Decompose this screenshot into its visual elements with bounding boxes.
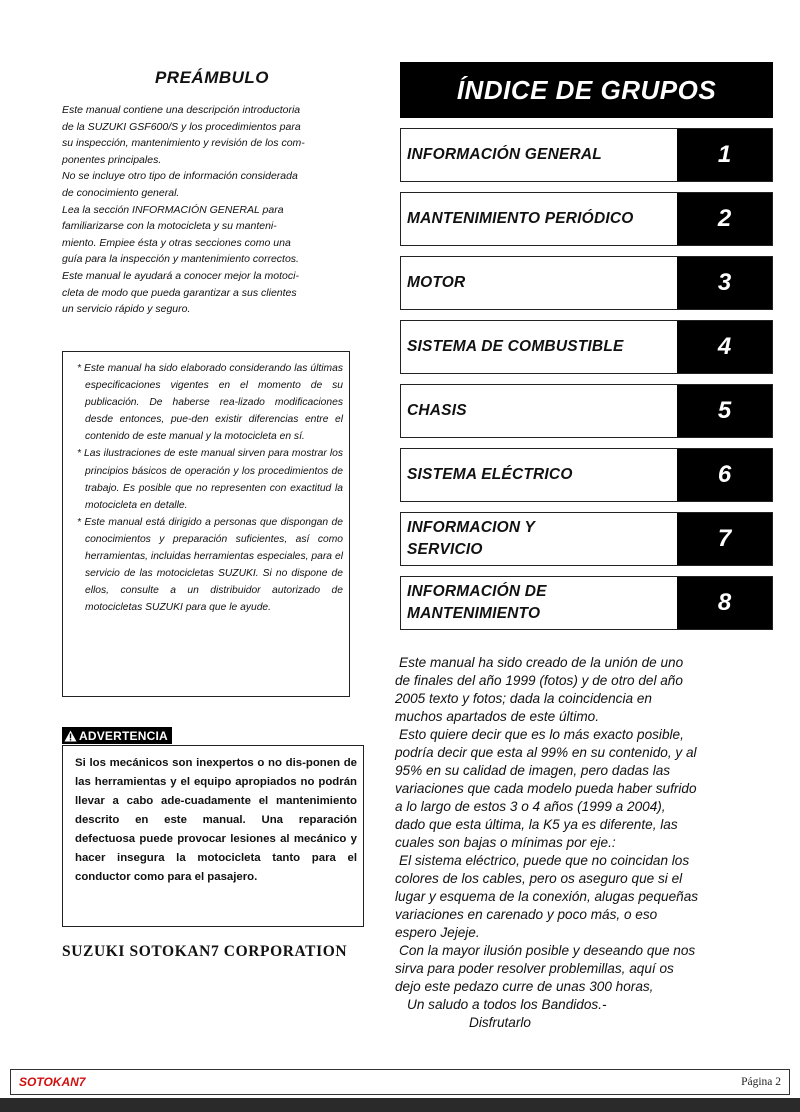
- group-item-5[interactable]: [400, 384, 773, 438]
- author-note-line: Esto quiere decir que es lo más exacto posible,: [399, 727, 684, 742]
- index-title: ÍNDICE DE GRUPOS: [400, 62, 773, 118]
- preamble-title: PREÁMBULO: [154, 68, 270, 87]
- author-note-line: sirva para poder resolver problemillas, aquí os: [395, 961, 674, 976]
- group-number: 3: [677, 257, 772, 309]
- group-label: MANTENIMIENTO PERIÓDICO: [407, 210, 634, 227]
- group-item-6[interactable]: [400, 448, 773, 502]
- bottom-bar: [0, 1098, 800, 1112]
- author-note-line: a lo largo de estos 3 o 4 años (1999 a 2004),: [395, 799, 666, 814]
- group-label: SISTEMA DE COMBUSTIBLE: [407, 338, 624, 355]
- author-note-line: lugar y esquema de la conexión, alugas pequeñas: [395, 889, 699, 904]
- group-number: 5: [677, 385, 772, 437]
- footer-brand: SOTOKAN7: [19, 1075, 86, 1089]
- group-item-8[interactable]: [400, 576, 773, 630]
- preamble-line: cleta de modo que pueda garantizar a sus clientes: [62, 286, 297, 299]
- warning-triangle-icon: [64, 730, 77, 742]
- group-label: INFORMACIÓN GENERAL: [407, 146, 602, 163]
- group-label: MOTOR: [407, 274, 466, 291]
- group-item-4[interactable]: [400, 320, 773, 374]
- author-note-line: variaciones que cada modelo pueda haber sufrido: [395, 781, 697, 796]
- preamble-line: miento. Empiee ésta y otras secciones como una: [62, 236, 291, 249]
- author-note-line: 95% en su calidad de imagen, pero dadas las: [395, 763, 671, 778]
- author-note-line: Con la mayor ilusión posible y deseando que nos: [399, 943, 696, 958]
- group-label: CHASIS: [407, 402, 467, 419]
- group-number: 6: [677, 449, 772, 501]
- warning-text: Si los mecánicos son inexpertos o no dis-ponen de las herramientas y el equipo apropiados no podrán llevar a cabo ade-cuadamente el mantenimiento descrito en este manual. Una reparación defectuosa puede provocar lesiones al mecánico y hacer insegura la motocicleta tanto para el conductor como para el pasajero.: [75, 757, 357, 883]
- note-item: * Este manual está dirigido a personas que dispongan de conocimientos y preparación suficientes, así como herramientas, incluidas herramientas especiales, para el servicio de las motocicletas SUZUKI. Si no dispone de ellos, consulte a un distribuidor autorizado de motocicletas SUZUKI para que le ayude.: [77, 516, 343, 614]
- author-note-line: cuales son bajas o mínimas por eje.:: [395, 835, 616, 850]
- group-number: 1: [677, 129, 772, 181]
- group-number: 4: [677, 321, 772, 373]
- author-note-line: muchos apartados de este último.: [395, 709, 600, 724]
- preamble-line: Este manual contiene una descripción introductoria: [62, 104, 301, 116]
- warning-label-text: ADVERTENCIA: [79, 728, 168, 743]
- author-note-line: dejo este pedazo curre de unas 300 horas,: [395, 979, 654, 994]
- author-note-line: colores de los cables, pero os aseguro que si el: [395, 871, 683, 886]
- group-label: INFORMACION Y SERVICIO: [407, 519, 535, 558]
- warning-box: [62, 745, 364, 927]
- notes-box: [62, 351, 350, 697]
- corporation-name: SUZUKI SOTOKAN7 CORPORATION: [62, 943, 348, 960]
- page-number: Página 2: [741, 1076, 781, 1088]
- preamble-line: de la SUZUKI GSF600/S y los procedimientos para: [62, 120, 301, 133]
- preamble-line: un servicio rápido y seguro.: [62, 303, 191, 316]
- group-label: INFORMACIÓN DE MANTENIMIENTO: [407, 583, 547, 622]
- group-item-3[interactable]: [400, 256, 773, 310]
- preamble-line: familiarizarse con la motocicleta y su manteni-: [62, 220, 277, 233]
- group-item-7[interactable]: [400, 512, 773, 566]
- preamble-line: Este manual le ayudará a conocer mejor la motoci-: [62, 269, 299, 282]
- note-item: * Este manual ha sido elaborado considerando las últimas especificaciones vigentes en el momento de su publicación. De haberse rea-lizado modificaciones desde entonces, pue-den existir diferencias entre el contenido de este manual y la motocicleta en sí.: [77, 363, 343, 443]
- page-footer: [10, 1069, 790, 1095]
- preamble-line: su inspección, mantenimiento y revisión de los com-: [62, 137, 305, 150]
- author-note: [395, 654, 775, 1032]
- author-note-line: espero Jejeje.: [395, 925, 480, 940]
- author-note-line: Disfrutarlo: [469, 1015, 531, 1030]
- author-note-line: de finales del año 1999 (fotos) y de otro del año: [395, 673, 683, 688]
- author-note-line: 2005 texto y fotos; dada la coincidencia en: [395, 691, 652, 706]
- preamble-section: [62, 68, 362, 318]
- preamble-text: [62, 102, 362, 318]
- preamble-line: de conocimiento general.: [62, 186, 180, 199]
- author-note-line: podría decir que esta al 99% en su contenido, y al: [395, 745, 697, 760]
- group-number: 7: [677, 513, 772, 565]
- author-note-line: variaciones en carenado y poco más, o eso: [395, 907, 658, 922]
- group-number: 8: [677, 577, 772, 629]
- author-note-line: Un saludo a todos los Bandidos.-: [407, 997, 607, 1012]
- preamble-line: Lea la sección INFORMACIÓN GENERAL para: [62, 203, 284, 216]
- preamble-line: guía para la inspección y mantenimiento correctos.: [62, 253, 299, 266]
- preamble-line: ponentes principales.: [62, 153, 162, 166]
- group-item-2[interactable]: [400, 192, 773, 246]
- author-note-line: Este manual ha sido creado de la unión de uno: [399, 655, 684, 670]
- preamble-line: No se incluye otro tipo de información considerada: [62, 170, 298, 183]
- author-note-line: El sistema eléctrico, puede que no coincidan los: [399, 853, 690, 868]
- group-item-1[interactable]: [400, 128, 773, 182]
- author-note-line: dado que esta última, la K5 ya es diferente, las: [395, 817, 678, 832]
- group-number: 2: [677, 193, 772, 245]
- group-label: SISTEMA ELÉCTRICO: [407, 466, 573, 483]
- note-item: * Las ilustraciones de este manual sirven para mostrar los principios básicos de operación y los procedimientos de trabajo. Es posible que no representen con exactitud la motocicleta en detalle.: [77, 448, 343, 511]
- warning-label: [62, 727, 172, 744]
